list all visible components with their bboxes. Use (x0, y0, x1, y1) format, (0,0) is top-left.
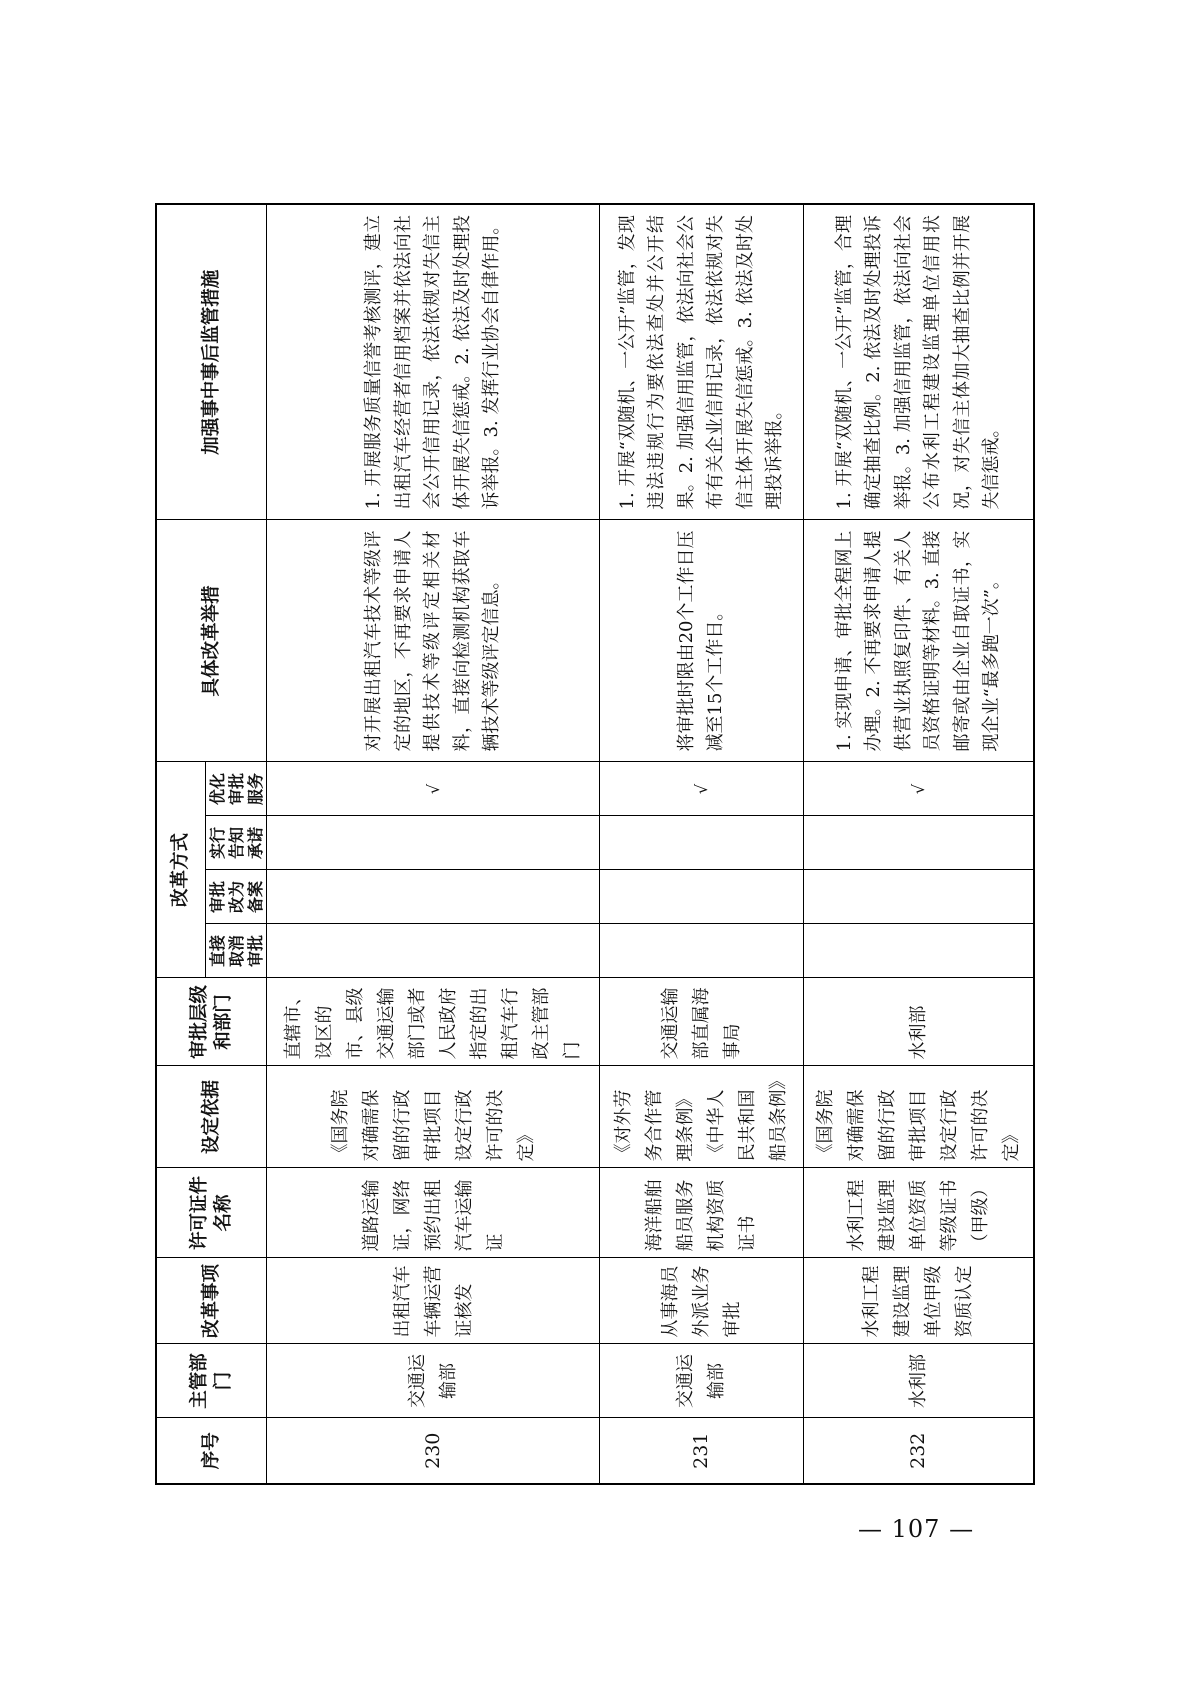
cell-dept: 交通运输部 (267, 1344, 600, 1418)
cell-basis: 《对外劳务合作管理条例》《中华人民共和国船员条例》 (599, 1066, 803, 1168)
header-basis: 设定依据 (156, 1066, 267, 1168)
cell-seq: 230 (267, 1418, 600, 1484)
cell-license: 水利工程建设监理单位资质等级证书（甲级） (803, 1168, 1034, 1258)
cell-seq: 232 (803, 1418, 1034, 1484)
header-notify: 实行告知承诺 (206, 816, 267, 870)
cell-optimize: √ (599, 762, 803, 816)
cell-level: 直辖市、设区的市、县级交通运输部门或者人民政府指定的出租汽车行政主管部门 (267, 978, 600, 1066)
cell-supervision: 1. 开展服务质量信誉考核测评，建立出租汽车经营者信用档案并依法向社会公开信用记录，依法依规对失信主体开展失信惩戒。2. 依法及时处理投诉举报。3. 发挥行业协会自律作用。 (267, 204, 600, 520)
cell-notify (599, 816, 803, 870)
cell-measures: 1. 实现申请、审批全程网上办理。2. 不再要求申请人提供营业执照复印件、有关人员资格证明等材料。3. 直接邮寄或由企业自取证书，实现企业“最多跑一次”。 (803, 520, 1034, 762)
cell-cancel (599, 924, 803, 978)
header-reform-method: 改革方式 (156, 762, 206, 978)
cell-notify (803, 816, 1034, 870)
cell-measures: 对开展出租汽车技术等级评定的地区，不再要求申请人提供技术等级评定相关材料，直接向检测机构获取车辆技术等级评定信息。 (267, 520, 600, 762)
page-number: — 107 — (858, 1515, 975, 1543)
table-row (267, 204, 600, 1484)
cell-license: 道路运输证，网络预约出租汽车运输证 (267, 1168, 600, 1258)
cell-measures: 将审批时限由20个工作日压减至15个工作日。 (599, 520, 803, 762)
table-row (803, 204, 1034, 1484)
rotated-table-container (155, 205, 1035, 1485)
header-measures: 具体改革举措 (156, 520, 267, 762)
cell-dept: 水利部 (803, 1344, 1034, 1418)
cell-notify (267, 816, 600, 870)
cell-optimize: √ (803, 762, 1034, 816)
table-row (599, 204, 803, 1484)
cell-license: 海洋船舶船员服务机构资质证书 (599, 1168, 803, 1258)
cell-level: 交通运输部直属海事局 (599, 978, 803, 1066)
reform-table (155, 203, 1035, 1485)
cell-item: 水利工程建设监理单位甲级资质认定 (803, 1258, 1034, 1344)
cell-level: 水利部 (803, 978, 1034, 1066)
header-row-top (156, 204, 206, 1484)
header-cancel: 直接取消审批 (206, 924, 267, 978)
cell-filing (599, 870, 803, 924)
cell-item: 出租汽车车辆运营证核发 (267, 1258, 600, 1344)
cell-supervision: 1. 开展“双随机、一公开”监管，合理确定抽查比例。2. 依法及时处理投诉举报。3. 加强信用监管，依法向社会公布水利工程建设监理单位信用状况，对失信主体加大抽查比例并开展失信惩戒。 (803, 204, 1034, 520)
cell-cancel (803, 924, 1034, 978)
header-license: 许可证件名称 (156, 1168, 267, 1258)
header-filing: 审批改为备案 (206, 870, 267, 924)
header-dept: 主管部门 (156, 1344, 267, 1418)
cell-basis: 《国务院对确需保留的行政审批项目设定行政许可的决定》 (267, 1066, 600, 1168)
cell-supervision: 1. 开展“双随机、一公开”监管，发现违法违规行为要依法查处并公开结果。2. 加强信用监管，依法向社会公布有关企业信用记录，依法依规对失信主体开展失信惩戒。3. 依法及时处理投诉举报。 (599, 204, 803, 520)
cell-dept: 交通运输部 (599, 1344, 803, 1418)
header-seq: 序号 (156, 1418, 267, 1484)
cell-optimize: √ (267, 762, 600, 816)
cell-basis: 《国务院对确需保留的行政审批项目设定行政许可的决定》 (803, 1066, 1034, 1168)
cell-seq: 231 (599, 1418, 803, 1484)
cell-item: 从事海员外派业务审批 (599, 1258, 803, 1344)
header-supervision: 加强事中事后监管措施 (156, 204, 267, 520)
header-optimize: 优化审批服务 (206, 762, 267, 816)
header-item: 改革事项 (156, 1258, 267, 1344)
header-level: 审批层级和部门 (156, 978, 267, 1066)
cell-filing (803, 870, 1034, 924)
cell-filing (267, 870, 600, 924)
cell-cancel (267, 924, 600, 978)
